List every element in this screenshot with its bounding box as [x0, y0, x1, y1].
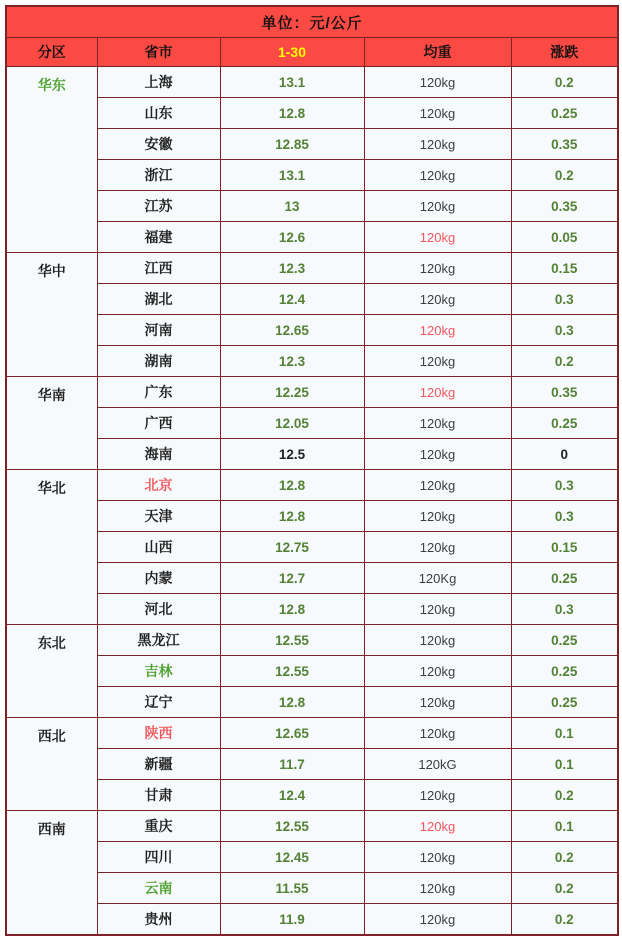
table-row — [6, 191, 618, 222]
table-row — [6, 408, 618, 439]
price-cell: 12.85 — [220, 129, 364, 160]
weight-cell: 120kg — [364, 656, 511, 687]
price-cell: 13 — [220, 191, 364, 222]
column-header-province: 省市 — [97, 38, 220, 67]
change-cell: 0.25 — [511, 687, 618, 718]
column-header-row — [6, 38, 618, 67]
price-cell: 12.55 — [220, 656, 364, 687]
province-cell: 陕西 — [97, 718, 220, 749]
table-row — [6, 501, 618, 532]
weight-cell: 120kg — [364, 842, 511, 873]
province-cell: 江苏 — [97, 191, 220, 222]
change-cell: 0.15 — [511, 253, 618, 284]
table-row — [6, 904, 618, 936]
province-cell: 贵州 — [97, 904, 220, 936]
price-cell: 11.7 — [220, 749, 364, 780]
change-cell: 0.2 — [511, 160, 618, 191]
table-row — [6, 811, 618, 842]
table-row — [6, 439, 618, 470]
table-body — [6, 67, 618, 936]
change-cell: 0.15 — [511, 532, 618, 563]
table-row — [6, 222, 618, 253]
change-cell: 0.25 — [511, 656, 618, 687]
province-cell: 重庆 — [97, 811, 220, 842]
weight-cell: 120kg — [364, 873, 511, 904]
weight-cell: 120kg — [364, 222, 511, 253]
province-cell: 河南 — [97, 315, 220, 346]
region-cell: 华北 — [6, 470, 97, 625]
weight-cell: 120kg — [364, 470, 511, 501]
price-cell: 12.4 — [220, 284, 364, 315]
table-row — [6, 594, 618, 625]
province-cell: 云南 — [97, 873, 220, 904]
table-row — [6, 377, 618, 408]
weight-cell: 120kg — [364, 594, 511, 625]
province-cell: 北京 — [97, 470, 220, 501]
province-cell: 甘肃 — [97, 780, 220, 811]
region-cell: 西南 — [6, 811, 97, 936]
change-cell: 0.3 — [511, 470, 618, 501]
change-cell: 0.2 — [511, 904, 618, 936]
table-row — [6, 532, 618, 563]
column-header-weight: 均重 — [364, 38, 511, 67]
change-cell: 0.2 — [511, 842, 618, 873]
table-row — [6, 315, 618, 346]
region-cell: 华东 — [6, 67, 97, 253]
price-cell: 12.75 — [220, 532, 364, 563]
table-row — [6, 625, 618, 656]
province-cell: 山东 — [97, 98, 220, 129]
province-cell: 辽宁 — [97, 687, 220, 718]
province-cell: 广西 — [97, 408, 220, 439]
price-cell: 12.8 — [220, 594, 364, 625]
province-cell: 上海 — [97, 67, 220, 98]
table-row — [6, 563, 618, 594]
change-cell: 0.2 — [511, 780, 618, 811]
price-cell: 12.5 — [220, 439, 364, 470]
weight-cell: 120Kg — [364, 563, 511, 594]
price-cell: 12.05 — [220, 408, 364, 439]
price-cell: 12.3 — [220, 346, 364, 377]
table-row — [6, 656, 618, 687]
region-cell: 东北 — [6, 625, 97, 718]
province-cell: 河北 — [97, 594, 220, 625]
weight-cell: 120kg — [364, 253, 511, 284]
table-row — [6, 67, 618, 98]
price-cell: 12.8 — [220, 470, 364, 501]
price-cell: 12.8 — [220, 98, 364, 129]
price-cell: 12.25 — [220, 377, 364, 408]
title-row — [6, 6, 618, 38]
table-row — [6, 873, 618, 904]
weight-cell: 120kg — [364, 718, 511, 749]
price-cell: 13.1 — [220, 160, 364, 191]
price-cell: 12.55 — [220, 625, 364, 656]
weight-cell: 120kg — [364, 160, 511, 191]
change-cell: 0.2 — [511, 873, 618, 904]
pig-price-table — [5, 5, 619, 936]
change-cell: 0.35 — [511, 129, 618, 160]
province-cell: 山西 — [97, 532, 220, 563]
change-cell: 0.25 — [511, 563, 618, 594]
province-cell: 安徽 — [97, 129, 220, 160]
change-cell: 0.35 — [511, 191, 618, 222]
table-row — [6, 346, 618, 377]
province-cell: 内蒙 — [97, 563, 220, 594]
table-row — [6, 718, 618, 749]
weight-cell: 120kg — [364, 532, 511, 563]
price-cell: 12.4 — [220, 780, 364, 811]
change-cell: 0.25 — [511, 625, 618, 656]
weight-cell: 120kg — [364, 67, 511, 98]
weight-cell: 120kG — [364, 749, 511, 780]
change-cell: 0.1 — [511, 749, 618, 780]
province-cell: 黑龙江 — [97, 625, 220, 656]
change-cell: 0 — [511, 439, 618, 470]
price-cell: 12.45 — [220, 842, 364, 873]
table-row — [6, 98, 618, 129]
province-cell: 湖北 — [97, 284, 220, 315]
price-cell: 12.8 — [220, 501, 364, 532]
change-cell: 0.1 — [511, 718, 618, 749]
table-row — [6, 842, 618, 873]
table-row — [6, 749, 618, 780]
price-cell: 12.55 — [220, 811, 364, 842]
weight-cell: 120kg — [364, 191, 511, 222]
change-cell: 0.2 — [511, 67, 618, 98]
province-cell: 四川 — [97, 842, 220, 873]
price-cell: 12.6 — [220, 222, 364, 253]
change-cell: 0.25 — [511, 98, 618, 129]
region-cell: 华中 — [6, 253, 97, 377]
weight-cell: 120kg — [364, 408, 511, 439]
weight-cell: 120kg — [364, 129, 511, 160]
table-row — [6, 160, 618, 191]
weight-cell: 120kg — [364, 625, 511, 656]
table-row — [6, 253, 618, 284]
province-cell: 湖南 — [97, 346, 220, 377]
table-row — [6, 129, 618, 160]
weight-cell: 120kg — [364, 687, 511, 718]
province-cell: 吉林 — [97, 656, 220, 687]
change-cell: 0.1 — [511, 811, 618, 842]
province-cell: 江西 — [97, 253, 220, 284]
table-row — [6, 687, 618, 718]
weight-cell: 120kg — [364, 811, 511, 842]
province-cell: 海南 — [97, 439, 220, 470]
change-cell: 0.35 — [511, 377, 618, 408]
price-cell: 11.9 — [220, 904, 364, 936]
weight-cell: 120kg — [364, 780, 511, 811]
change-cell: 0.3 — [511, 315, 618, 346]
price-cell: 13.1 — [220, 67, 364, 98]
province-cell: 广东 — [97, 377, 220, 408]
weight-cell: 120kg — [364, 439, 511, 470]
column-header-region: 分区 — [6, 38, 97, 67]
province-cell: 新疆 — [97, 749, 220, 780]
price-cell: 12.3 — [220, 253, 364, 284]
change-cell: 0.25 — [511, 408, 618, 439]
change-cell: 0.3 — [511, 284, 618, 315]
table-row — [6, 780, 618, 811]
province-cell: 浙江 — [97, 160, 220, 191]
column-header-change: 涨跌 — [511, 38, 618, 67]
price-cell: 12.7 — [220, 563, 364, 594]
table-title: 单位：元/公斤 — [6, 6, 618, 38]
price-cell: 12.65 — [220, 718, 364, 749]
weight-cell: 120kg — [364, 377, 511, 408]
change-cell: 0.3 — [511, 501, 618, 532]
weight-cell: 120kg — [364, 98, 511, 129]
weight-cell: 120kg — [364, 346, 511, 377]
region-cell: 西北 — [6, 718, 97, 811]
region-cell: 华南 — [6, 377, 97, 470]
province-cell: 天津 — [97, 501, 220, 532]
price-cell: 11.55 — [220, 873, 364, 904]
price-cell: 12.8 — [220, 687, 364, 718]
province-cell: 福建 — [97, 222, 220, 253]
price-cell: 12.65 — [220, 315, 364, 346]
change-cell: 0.05 — [511, 222, 618, 253]
weight-cell: 120kg — [364, 315, 511, 346]
weight-cell: 120kg — [364, 501, 511, 532]
weight-cell: 120kg — [364, 284, 511, 315]
change-cell: 0.3 — [511, 594, 618, 625]
change-cell: 0.2 — [511, 346, 618, 377]
weight-cell: 120kg — [364, 904, 511, 936]
table-row — [6, 284, 618, 315]
column-header-date: 1-30 — [220, 38, 364, 67]
table-row — [6, 470, 618, 501]
